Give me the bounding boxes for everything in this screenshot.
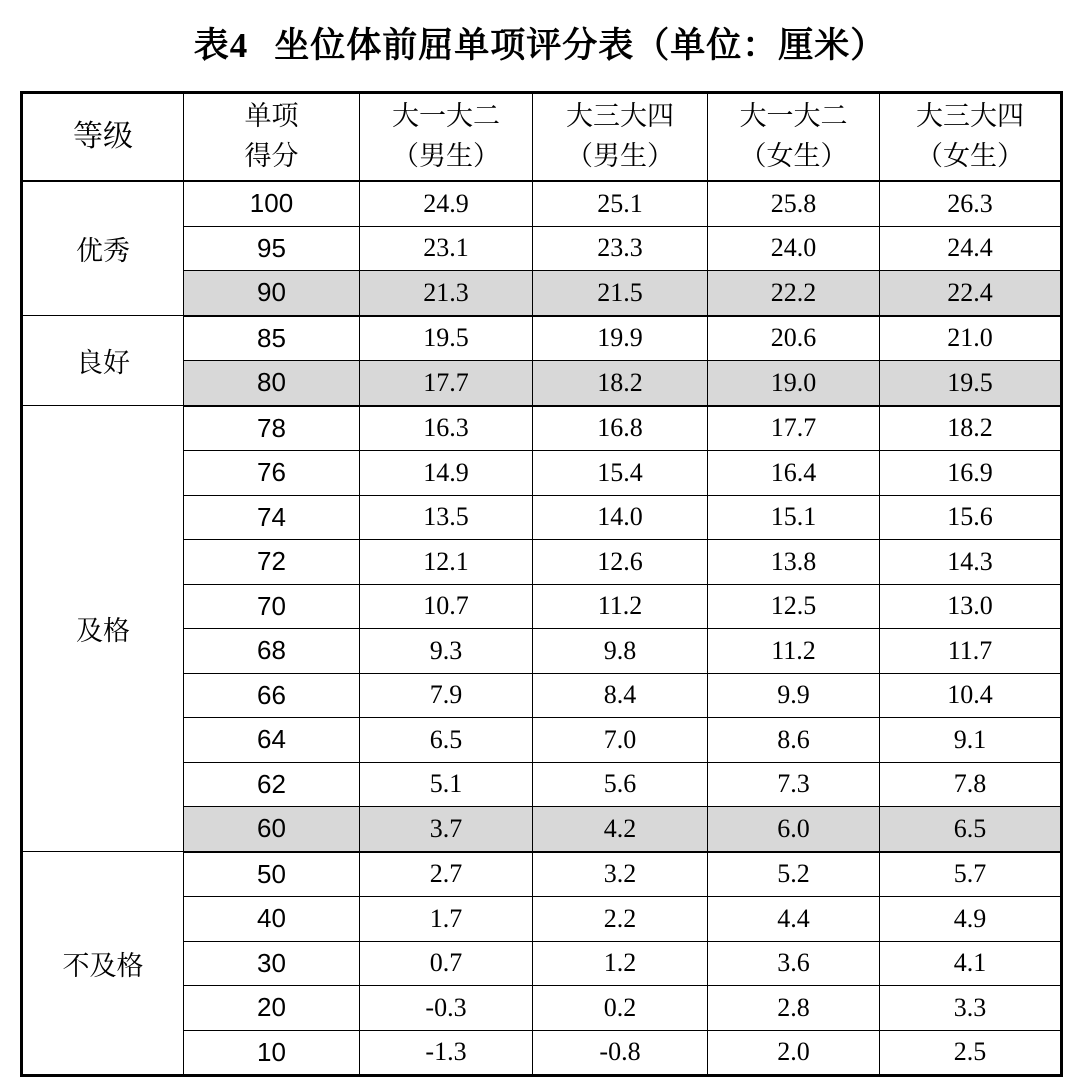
value-cell: 5.6 [533,762,708,807]
value-cell: 24.4 [880,226,1062,271]
header-col3-line1: 大一大二 [739,101,848,132]
score-cell: 85 [184,316,360,361]
value-cell: 15.4 [533,451,708,496]
value-cell: 1.7 [360,897,533,942]
value-cell: 18.2 [880,406,1062,451]
score-cell: 70 [184,584,360,629]
table-row [22,852,1062,897]
value-cell: 9.1 [880,718,1062,763]
value-cell: 16.4 [708,451,880,496]
value-cell: 25.8 [708,181,880,226]
value-cell: 8.4 [533,673,708,718]
score-cell: 10 [184,1030,360,1076]
value-cell: 7.8 [880,762,1062,807]
grade-cell: 不及格 [22,852,184,1076]
score-cell: 74 [184,495,360,540]
score-cell: 62 [184,762,360,807]
value-cell: 13.8 [708,540,880,585]
score-cell: 50 [184,852,360,897]
value-cell: 15.1 [708,495,880,540]
header-col4-line2: （女生） [916,141,1024,172]
value-cell: 4.9 [880,897,1062,942]
title-number: 4 [229,26,249,65]
value-cell: 23.1 [360,226,533,271]
value-cell: 3.7 [360,807,533,852]
value-cell: 13.0 [880,584,1062,629]
header-col2-line2: （男生） [566,141,674,172]
value-cell: 0.2 [533,986,708,1031]
header-grade: 等级 [22,93,184,182]
score-cell: 76 [184,451,360,496]
value-cell: 14.9 [360,451,533,496]
value-cell: 23.3 [533,226,708,271]
header-col4-line1: 大三大四 [916,101,1024,132]
value-cell: 22.2 [708,271,880,316]
value-cell: 2.0 [708,1030,880,1076]
value-cell: 16.9 [880,451,1062,496]
value-cell: 5.7 [880,852,1062,897]
header-col2 [533,93,708,182]
value-cell: 19.0 [708,361,880,406]
value-cell: 11.2 [533,584,708,629]
value-cell: 13.5 [360,495,533,540]
table-title [0,18,1080,74]
value-cell: 22.4 [880,271,1062,316]
score-cell: 95 [184,226,360,271]
value-cell: 11.2 [708,629,880,674]
value-cell: 4.4 [708,897,880,942]
value-cell: -1.3 [360,1030,533,1076]
grade-cell: 及格 [22,406,184,852]
score-table [20,91,1063,1077]
table-row [22,181,1062,226]
value-cell: 21.5 [533,271,708,316]
value-cell: 24.9 [360,181,533,226]
score-cell: 20 [184,986,360,1031]
score-cell: 64 [184,718,360,763]
table-row [22,316,1062,361]
score-cell: 68 [184,629,360,674]
value-cell: 3.3 [880,986,1062,1031]
score-cell: 66 [184,673,360,718]
value-cell: 25.1 [533,181,708,226]
value-cell: 14.3 [880,540,1062,585]
header-col3-line2: （女生） [739,141,848,172]
value-cell: 3.2 [533,852,708,897]
value-cell: 5.2 [708,852,880,897]
value-cell: 9.9 [708,673,880,718]
grade-cell: 优秀 [22,181,184,316]
score-cell: 30 [184,941,360,986]
value-cell: 1.2 [533,941,708,986]
value-cell: 21.3 [360,271,533,316]
score-cell: 60 [184,807,360,852]
value-cell: 2.8 [708,986,880,1031]
value-cell: 10.4 [880,673,1062,718]
value-cell: 4.1 [880,941,1062,986]
value-cell: 8.6 [708,718,880,763]
header-col3 [708,93,880,182]
value-cell: 21.0 [880,316,1062,361]
score-cell: 100 [184,181,360,226]
value-cell: 24.0 [708,226,880,271]
value-cell: 7.3 [708,762,880,807]
value-cell: 2.2 [533,897,708,942]
value-cell: 19.5 [880,361,1062,406]
value-cell: 9.3 [360,629,533,674]
value-cell: 6.5 [880,807,1062,852]
value-cell: 12.5 [708,584,880,629]
value-cell: 19.5 [360,316,533,361]
score-cell: 40 [184,897,360,942]
grade-cell: 良好 [22,316,184,406]
value-cell: 4.2 [533,807,708,852]
table-row [22,406,1062,451]
value-cell: 7.0 [533,718,708,763]
value-cell: 16.3 [360,406,533,451]
score-cell: 72 [184,540,360,585]
value-cell: 16.8 [533,406,708,451]
title-label: 表 [193,26,230,66]
value-cell: -0.8 [533,1030,708,1076]
value-cell: -0.3 [360,986,533,1031]
value-cell: 14.0 [533,495,708,540]
value-cell: 11.7 [880,629,1062,674]
value-cell: 20.6 [708,316,880,361]
header-score-line1: 单项 [244,101,299,132]
value-cell: 0.7 [360,941,533,986]
value-cell: 5.1 [360,762,533,807]
value-cell: 7.9 [360,673,533,718]
value-cell: 26.3 [880,181,1062,226]
header-col1-line2: （男生） [392,141,500,172]
score-cell: 90 [184,271,360,316]
value-cell: 9.8 [533,629,708,674]
title-text: 坐位体前屈单项评分表（单位：厘米） [274,26,887,66]
value-cell: 19.9 [533,316,708,361]
score-cell: 80 [184,361,360,406]
header-score [184,93,360,182]
header-col4 [880,93,1062,182]
value-cell: 10.7 [360,584,533,629]
value-cell: 6.0 [708,807,880,852]
table-header [22,93,1062,182]
value-cell: 15.6 [880,495,1062,540]
header-col2-line1: 大三大四 [566,101,674,132]
value-cell: 12.1 [360,540,533,585]
table-body [22,181,1062,1076]
value-cell: 17.7 [708,406,880,451]
header-col1-line1: 大一大二 [392,101,500,132]
value-cell: 6.5 [360,718,533,763]
value-cell: 17.7 [360,361,533,406]
value-cell: 2.5 [880,1030,1062,1076]
header-score-line2: 得分 [244,141,299,172]
value-cell: 2.7 [360,852,533,897]
value-cell: 12.6 [533,540,708,585]
score-cell: 78 [184,406,360,451]
header-col1 [360,93,533,182]
value-cell: 3.6 [708,941,880,986]
value-cell: 18.2 [533,361,708,406]
